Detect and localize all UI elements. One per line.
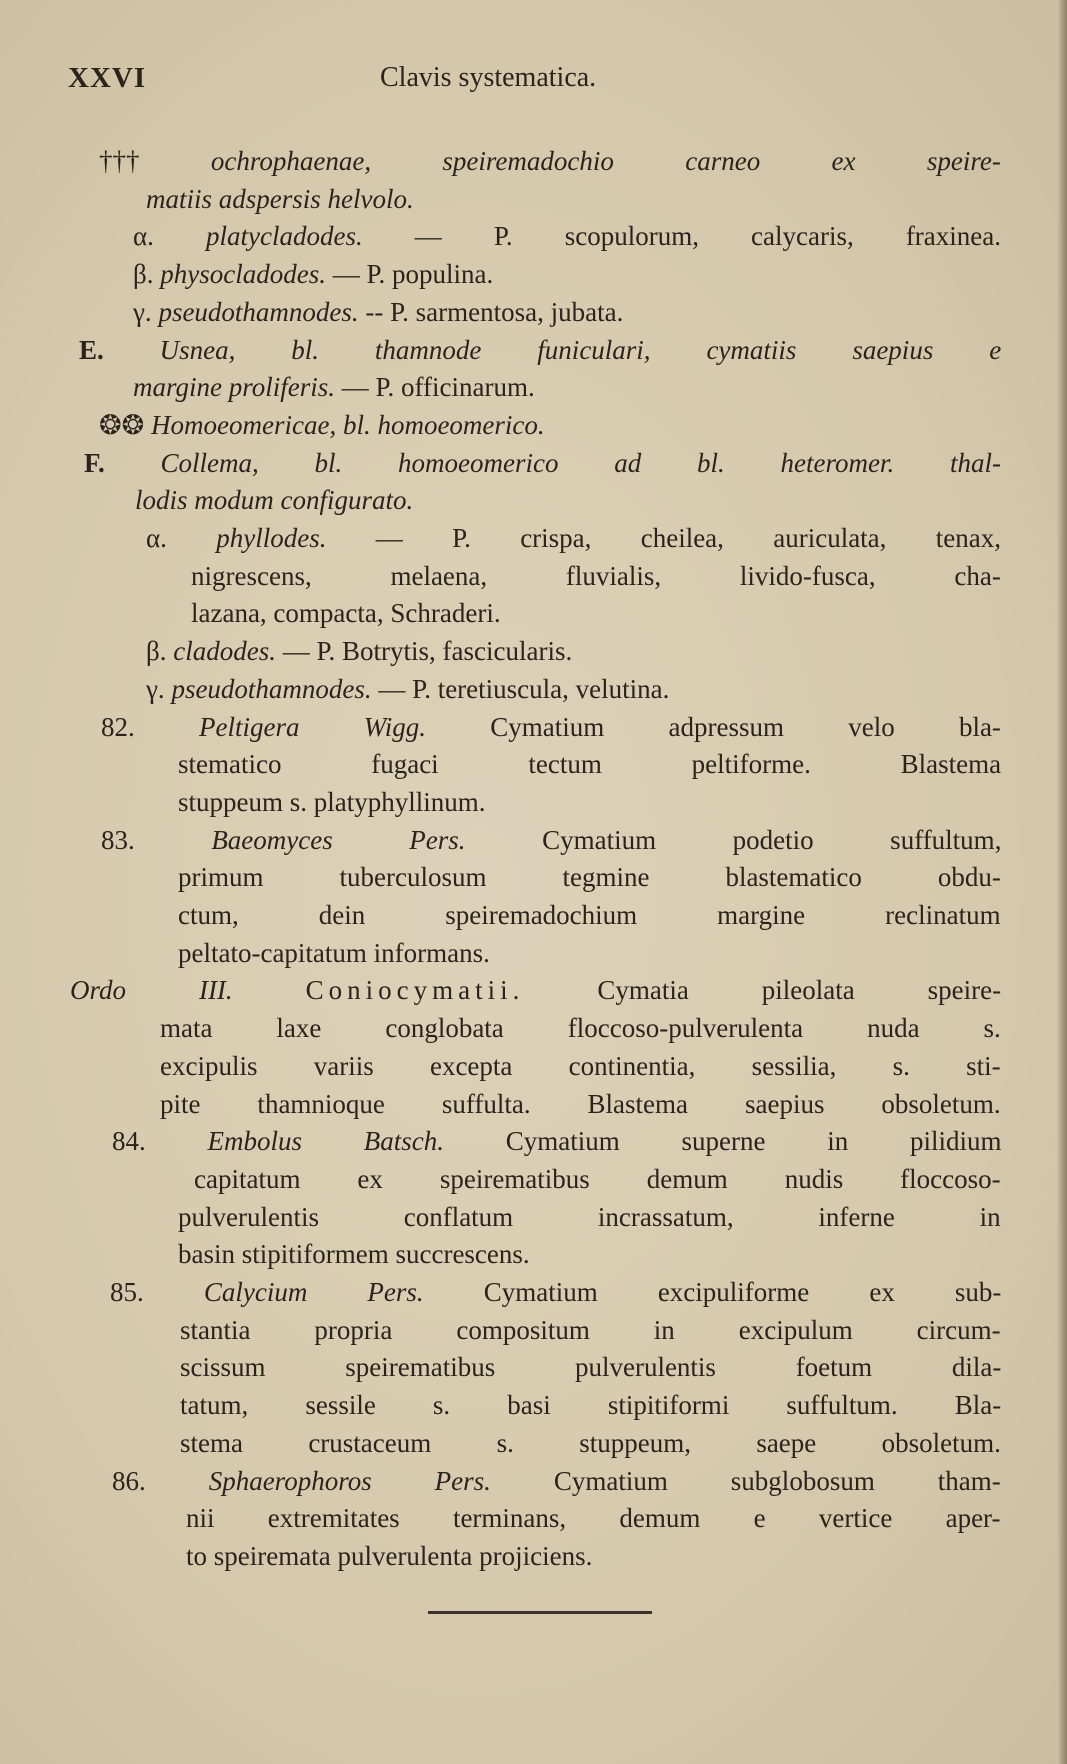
text-segment: F. bbox=[84, 447, 161, 478]
text-line bbox=[133, 218, 1001, 254]
italic-text: Usnea, bl. thamnode funiculari, cymatiis saepius e bbox=[159, 334, 1002, 365]
text-line bbox=[133, 369, 535, 405]
text-line bbox=[101, 822, 1001, 858]
text-line bbox=[79, 332, 1001, 368]
text-segment: β. bbox=[133, 259, 161, 290]
text-segment: — P. Botrytis, fascicularis. bbox=[275, 636, 573, 667]
italic-text: Sphaerophoros Pers. bbox=[208, 1465, 491, 1496]
italic-text: phyllodes. bbox=[216, 523, 327, 553]
text-segment bbox=[233, 975, 306, 1005]
text-segment: — P. scopulorum, calycaris, fraxinea. bbox=[362, 221, 1002, 252]
text-segment: stema crustaceum s. stuppeum, saepe obsoletum. bbox=[180, 1427, 1001, 1458]
text-segment: 86. bbox=[112, 1465, 209, 1496]
text-line bbox=[191, 595, 501, 631]
text-line bbox=[146, 671, 669, 707]
text-line bbox=[178, 1236, 530, 1272]
text-segment: Cymatium adpressum velo bla- bbox=[425, 711, 1001, 742]
text-line bbox=[178, 1199, 1001, 1235]
text-segment: peltato-capitatum informans. bbox=[178, 937, 490, 968]
text-segment: γ. bbox=[146, 673, 172, 704]
text-line bbox=[178, 935, 490, 971]
text-segment: ctum, dein speiremadochium margine reclinatum bbox=[178, 900, 1001, 930]
text-line bbox=[178, 897, 1001, 933]
text-segment: — P. populina. bbox=[325, 259, 494, 290]
text-segment: Cymatium superne in pilidium bbox=[444, 1126, 1002, 1157]
text-segment: stematico fugaci tectum peltiforme. Blastema bbox=[178, 749, 1002, 780]
text-line bbox=[160, 1010, 1001, 1046]
italic-text: Homoeomericae, bl. homoeomerico. bbox=[151, 409, 545, 440]
text-segment: 82. bbox=[101, 711, 199, 742]
text-segment: pulverulentis conflatum incrassatum, inferne in bbox=[178, 1201, 1001, 1232]
text-segment: pite thamnioque suffulta. Blastema saepius obsoletum. bbox=[160, 1088, 1001, 1119]
text-segment: 85. bbox=[110, 1277, 204, 1307]
text-segment: 84. bbox=[112, 1126, 208, 1157]
text-line bbox=[101, 709, 1001, 745]
text-line bbox=[160, 1086, 1001, 1122]
text-line bbox=[180, 1349, 1001, 1385]
text-segment: Coniocymatii. bbox=[305, 975, 525, 1006]
text-segment: ††† bbox=[99, 146, 211, 176]
text-segment: stuppeum s. platyphyllinum. bbox=[178, 786, 486, 817]
italic-text: ochrophaenae, speiremadochio carneo ex speire- bbox=[210, 146, 1001, 176]
text-segment: α. bbox=[133, 221, 206, 252]
text-segment: α. bbox=[146, 523, 217, 553]
text-segment: nigrescens, melaena, fluvialis, livido-fusca, cha- bbox=[191, 560, 1001, 591]
text-segment: nii extremitates terminans, demum e vertice aper- bbox=[186, 1503, 1001, 1534]
running-title: Clavis systematica. bbox=[380, 62, 597, 93]
text-segment: Cymatium podetio suffultum, bbox=[465, 824, 1002, 855]
italic-text: Baeomyces Pers. bbox=[211, 824, 466, 855]
italic-text: physocladodes. bbox=[160, 259, 326, 290]
text-segment: — P. officinarum. bbox=[335, 372, 535, 403]
text-segment: — P. teretiuscula, velutina. bbox=[371, 673, 670, 704]
italic-text: Collema, bl. homoeomerico ad bl. heteromer. thal- bbox=[160, 447, 1001, 478]
italic-text: margine proliferis. bbox=[133, 372, 335, 403]
text-line bbox=[112, 1123, 1001, 1159]
text-line bbox=[180, 1312, 1001, 1348]
text-line bbox=[70, 972, 1001, 1008]
text-line bbox=[178, 859, 1001, 895]
italic-text: matiis adspersis helvolo. bbox=[146, 183, 414, 214]
text-line bbox=[180, 1425, 1001, 1461]
text-line bbox=[135, 482, 413, 518]
text-line bbox=[146, 520, 1001, 556]
italic-text: lodis modum configurato. bbox=[135, 485, 414, 516]
italic-text: platycladodes. bbox=[205, 221, 363, 252]
text-line bbox=[146, 181, 414, 217]
text-segment: ❂❂ bbox=[99, 409, 151, 440]
section-end-rule bbox=[428, 1611, 652, 1614]
italic-text: Calycium Pers. bbox=[203, 1277, 424, 1307]
text-line bbox=[110, 1274, 1001, 1310]
page-edge-shadow bbox=[1057, 0, 1067, 1764]
text-segment: tatum, sessile s. basi stipitiformi suffultum. Bla- bbox=[180, 1390, 1002, 1421]
text-line bbox=[99, 407, 545, 443]
page-number: XXVI bbox=[68, 62, 147, 94]
text-line bbox=[180, 1387, 1001, 1423]
text-line bbox=[99, 143, 1001, 179]
text-line bbox=[186, 1538, 592, 1574]
text-line bbox=[178, 746, 1001, 782]
italic-text: Ordo III. bbox=[70, 975, 233, 1006]
text-segment: to speiremata pulverulenta projiciens. bbox=[186, 1540, 593, 1571]
italic-text: Peltigera Wigg. bbox=[199, 711, 426, 742]
text-segment: Cymatia pileolata speire- bbox=[524, 975, 1002, 1006]
text-segment: 83. bbox=[101, 824, 212, 855]
text-line bbox=[186, 1500, 1001, 1536]
italic-text: cladodes. bbox=[173, 636, 276, 667]
text-segment: basin stipitiformem succrescens. bbox=[178, 1239, 530, 1270]
text-line bbox=[191, 558, 1001, 594]
text-segment: lazana, compacta, Schraderi. bbox=[191, 598, 501, 629]
text-segment: β. bbox=[146, 636, 174, 667]
text-segment: — P. crispa, cheilea, auriculata, tenax, bbox=[326, 523, 1001, 553]
text-line bbox=[178, 784, 486, 820]
text-segment: Cymatium excipuliforme ex sub- bbox=[423, 1277, 1002, 1307]
text-line bbox=[146, 633, 572, 669]
text-line bbox=[194, 1161, 1001, 1197]
text-line bbox=[112, 1463, 1001, 1499]
text-line bbox=[160, 1048, 1001, 1084]
text-segment: excipulis variis excepta continentia, sessilia, s. sti- bbox=[160, 1050, 1001, 1081]
text-segment: primum tuberculosum tegmine blastematico obdu- bbox=[178, 862, 1001, 893]
italic-text: pseudothamnodes. bbox=[158, 296, 359, 327]
text-line bbox=[133, 294, 623, 330]
text-segment: capitatum ex speirematibus demum nudis floccoso- bbox=[194, 1163, 1001, 1194]
text-segment: mata laxe conglobata floccoso-pulverulenta nuda s. bbox=[160, 1013, 1001, 1044]
text-segment: E. bbox=[79, 334, 160, 365]
italic-text: Embolus Batsch. bbox=[207, 1126, 444, 1157]
text-line bbox=[84, 445, 1001, 481]
text-segment: stantia propria compositum in excipulum circum- bbox=[180, 1314, 1001, 1345]
text-segment: -- P. sarmentosa, jubata. bbox=[358, 296, 624, 327]
text-segment: Cymatium subglobosum tham- bbox=[490, 1465, 1001, 1496]
text-segment: γ. bbox=[133, 296, 159, 327]
text-line bbox=[133, 256, 493, 292]
italic-text: pseudothamnodes. bbox=[171, 673, 372, 704]
text-segment: scissum speirematibus pulverulentis foetum dila- bbox=[180, 1352, 1002, 1383]
